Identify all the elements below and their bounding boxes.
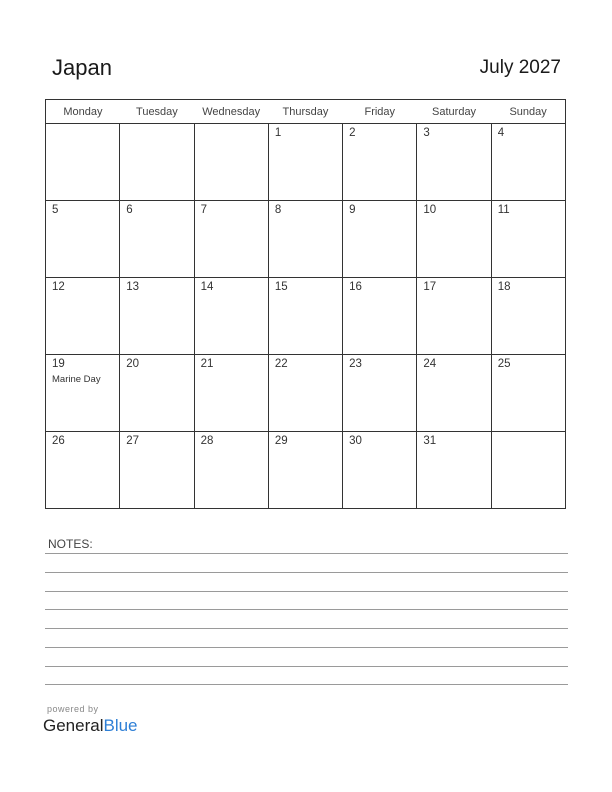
day-number: 2 bbox=[349, 127, 356, 139]
day-cell bbox=[491, 124, 565, 201]
day-number: 11 bbox=[497, 204, 510, 216]
day-cell bbox=[268, 124, 342, 201]
day-cell bbox=[491, 201, 565, 278]
brand-name-part2: Blue bbox=[103, 716, 138, 735]
day-number bbox=[492, 432, 565, 435]
weekday-header: Thursday bbox=[268, 100, 342, 124]
day-number: 7 bbox=[200, 204, 207, 216]
day-cell bbox=[268, 432, 342, 509]
day-cell bbox=[120, 278, 194, 355]
day-cell bbox=[46, 432, 120, 509]
weekday-header: Saturday bbox=[417, 100, 491, 124]
day-number: 10 bbox=[423, 204, 437, 216]
weekday-header-row bbox=[46, 100, 566, 124]
week-row bbox=[46, 201, 566, 278]
day-cell bbox=[194, 124, 268, 201]
day-number: 20 bbox=[126, 358, 140, 370]
day-number: 12 bbox=[52, 281, 65, 293]
day-number: 31 bbox=[423, 435, 437, 447]
brand-name-part1: General bbox=[43, 716, 104, 735]
day-cell bbox=[268, 201, 342, 278]
day-number: 30 bbox=[349, 435, 362, 447]
month-year-title: July 2027 bbox=[479, 57, 561, 78]
calendar-grid bbox=[45, 99, 566, 509]
day-cell bbox=[194, 432, 268, 509]
day-number: 14 bbox=[200, 281, 214, 293]
day-number: 4 bbox=[497, 127, 505, 139]
week-row bbox=[46, 432, 566, 509]
day-number: 13 bbox=[126, 281, 140, 293]
day-number: 18 bbox=[497, 281, 511, 293]
day-cell bbox=[343, 201, 417, 278]
day-number: 21 bbox=[200, 358, 214, 370]
day-cell bbox=[46, 124, 120, 201]
day-cell bbox=[491, 278, 565, 355]
day-number: 25 bbox=[497, 358, 511, 370]
day-cell bbox=[194, 355, 268, 432]
day-number: 27 bbox=[126, 435, 140, 447]
day-number bbox=[46, 124, 119, 127]
day-cell bbox=[417, 201, 491, 278]
weekday-header: Tuesday bbox=[120, 100, 194, 124]
holiday-label: Marine Day bbox=[52, 374, 101, 385]
notes-line bbox=[45, 628, 568, 629]
notes-label: NOTES: bbox=[48, 537, 93, 551]
day-number: 5 bbox=[52, 204, 59, 216]
day-cell bbox=[46, 355, 120, 432]
day-number: 3 bbox=[423, 127, 430, 139]
weekday-header: Sunday bbox=[491, 100, 565, 124]
day-cell bbox=[194, 278, 268, 355]
day-cell bbox=[46, 201, 120, 278]
weekday-header: Monday bbox=[46, 100, 120, 124]
notes-line bbox=[45, 666, 568, 667]
day-cell bbox=[194, 201, 268, 278]
day-cell bbox=[268, 355, 342, 432]
day-cell bbox=[417, 278, 491, 355]
day-cell bbox=[46, 278, 120, 355]
week-row bbox=[46, 355, 566, 432]
week-row bbox=[46, 124, 566, 201]
week-row bbox=[46, 278, 566, 355]
notes-line bbox=[45, 572, 568, 573]
day-number: 1 bbox=[274, 127, 282, 139]
day-cell bbox=[491, 355, 565, 432]
country-title: Japan bbox=[52, 55, 112, 80]
day-cell bbox=[120, 355, 194, 432]
day-cell bbox=[491, 432, 565, 509]
day-cell bbox=[343, 124, 417, 201]
day-cell bbox=[268, 278, 342, 355]
day-number bbox=[120, 124, 193, 127]
day-number: 6 bbox=[126, 204, 133, 216]
day-number: 8 bbox=[274, 204, 282, 216]
day-number: 22 bbox=[274, 358, 288, 370]
day-cell bbox=[417, 355, 491, 432]
weekday-header: Friday bbox=[343, 100, 417, 124]
day-number: 26 bbox=[52, 435, 65, 447]
generalblue-logo bbox=[43, 716, 138, 736]
day-cell bbox=[417, 432, 491, 509]
day-cell bbox=[120, 201, 194, 278]
notes-line bbox=[45, 591, 568, 592]
day-cell bbox=[120, 124, 194, 201]
day-number: 9 bbox=[349, 204, 356, 216]
day-number: 28 bbox=[200, 435, 214, 447]
day-number: 19 bbox=[52, 358, 65, 370]
day-cell bbox=[120, 432, 194, 509]
weekday-header: Wednesday bbox=[194, 100, 268, 124]
notes-line bbox=[45, 647, 568, 648]
day-number: 15 bbox=[274, 281, 288, 293]
day-number bbox=[195, 124, 268, 127]
notes-line bbox=[45, 553, 568, 554]
day-cell bbox=[343, 278, 417, 355]
day-number: 16 bbox=[349, 281, 362, 293]
day-number: 23 bbox=[349, 358, 362, 370]
day-cell bbox=[343, 355, 417, 432]
day-number: 17 bbox=[423, 281, 437, 293]
day-number: 29 bbox=[274, 435, 288, 447]
notes-line bbox=[45, 609, 568, 610]
day-cell bbox=[343, 432, 417, 509]
day-number: 24 bbox=[423, 358, 437, 370]
day-cell bbox=[417, 124, 491, 201]
powered-by-text: powered by bbox=[47, 704, 99, 714]
notes-line bbox=[45, 684, 568, 685]
